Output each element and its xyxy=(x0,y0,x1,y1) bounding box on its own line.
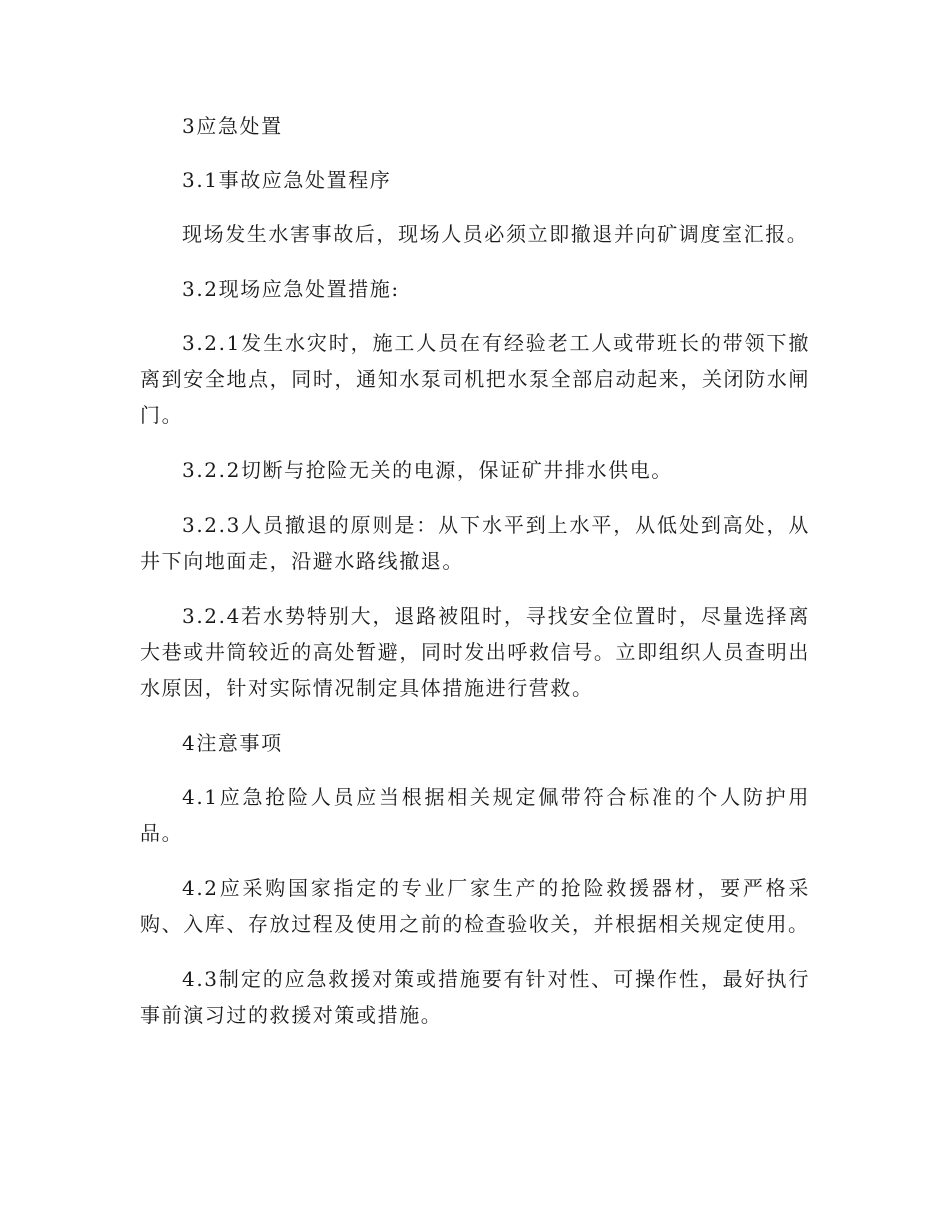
paragraph-measure-3-2-4: 3.2.4若水势特别大，退路被阻时，寻找安全位置时，尽量选择离大巷或井筒较近的高处暂避，同时发出呼救信号。立即组织人员查明出水原因，针对实际情况制定具体措施进行营救。 xyxy=(140,604,810,700)
paragraph-precaution-4-1: 4.1应急抢险人员应当根据相关规定佩带符合标准的个人防护用品。 xyxy=(140,785,810,845)
paragraph-measure-3-2-1: 3.2.1发生水灾时，施工人员在有经验老工人或带班长的带领下撤离到安全地点，同时，通知水泵司机把水泵全部启动起来，关闭防水闸门。 xyxy=(140,331,810,427)
paragraph-precaution-4-3: 4.3制定的应急救援对策或措施要有针对性、可操作性，最好执行事前演习过的救援对策或措施。 xyxy=(140,967,810,1027)
paragraph-precaution-4-2: 4.2应采购国家指定的专业厂家生产的抢险救援器材，要严格采购、入库、存放过程及使用之前的检查验收关，并根据相关规定使用。 xyxy=(140,876,810,936)
subsection-heading-accident-procedure: 3.1事故应急处置程序 xyxy=(182,168,392,192)
section-heading-emergency-response: 3应急处置 xyxy=(182,114,283,138)
section-heading-precautions: 4注意事项 xyxy=(182,731,283,755)
subsection-heading-onsite-measures: 3.2现场应急处置措施: xyxy=(182,277,400,301)
document-body xyxy=(140,108,810,1052)
paragraph-measure-3-2-2: 3.2.2切断与抢险无关的电源，保证矿井排水供电。 xyxy=(182,458,673,482)
paragraph-measure-3-2-3: 3.2.3人员撤退的原则是：从下水平到上水平，从低处到高处，从井下向地面走，沿避水路线撤退。 xyxy=(140,513,810,573)
paragraph-procedure: 现场发生水害事故后，现场人员必须立即撤退并向矿调度室汇报。 xyxy=(182,222,809,246)
